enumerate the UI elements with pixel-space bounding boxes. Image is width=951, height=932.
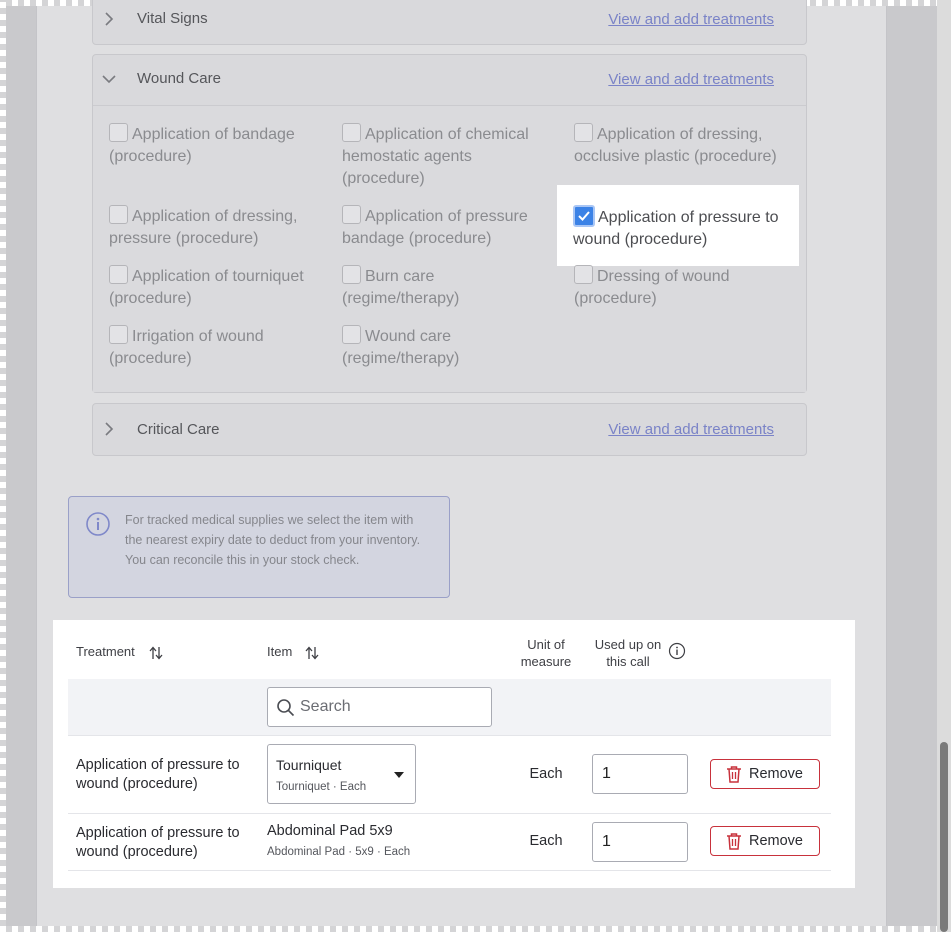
checkbox[interactable] — [574, 123, 593, 142]
sort-icon[interactable] — [304, 645, 320, 661]
torn-edge-bottom — [0, 926, 951, 932]
panel-vital-signs-header[interactable] — [93, 0, 806, 45]
divider — [68, 735, 831, 736]
treatments-table — [53, 620, 855, 888]
option-wound-care[interactable]: Wound care (regime/therapy) — [342, 325, 512, 370]
treatment-cell: Application of pressure to wound (procedure) — [76, 825, 240, 860]
option-application-of-bandage[interactable]: Application of bandage (procedure) — [109, 123, 329, 168]
trash-icon — [726, 832, 742, 850]
unit-cell: Each — [529, 833, 563, 849]
torn-edge-left — [0, 0, 6, 932]
option-tourniquet[interactable]: Application of tourniquet (procedure) — [109, 265, 329, 310]
checkbox-checked[interactable] — [573, 205, 595, 227]
option-dressing-occlusive-plastic[interactable]: Application of dressing, occlusive plastic (procedure) — [574, 123, 796, 168]
option-burn-care[interactable]: Burn care (regime/therapy) — [342, 265, 522, 310]
checkbox[interactable] — [109, 123, 128, 142]
checkbox[interactable] — [342, 265, 361, 284]
item-select-detail: Tourniquet · Each — [276, 781, 367, 793]
search-input[interactable] — [300, 695, 480, 719]
checkbox[interactable] — [109, 205, 128, 224]
view-add-treatments-link[interactable]: View and add treatments — [608, 421, 774, 438]
checkbox[interactable] — [109, 265, 128, 284]
quantity-input[interactable] — [592, 822, 688, 862]
panel-vital-signs — [92, 0, 807, 45]
divider — [68, 813, 831, 814]
panel-critical-care-header[interactable] — [93, 404, 806, 454]
column-header-treatment[interactable]: Treatment — [76, 644, 135, 659]
checkbox[interactable] — [574, 265, 593, 284]
option-dressing-of-wound[interactable]: Dressing of wound (procedure) — [574, 265, 764, 310]
sort-icon[interactable] — [148, 645, 164, 661]
scrollbar-thumb[interactable] — [940, 742, 948, 932]
item-name: Abdominal Pad 5x9 — [267, 823, 393, 839]
checkbox[interactable] — [109, 325, 128, 344]
view-add-treatments-link[interactable]: View and add treatments — [608, 11, 774, 28]
panel-title: Vital Signs — [137, 10, 208, 27]
remove-button[interactable]: Remove — [710, 826, 820, 856]
checkbox[interactable] — [342, 205, 361, 224]
check-icon — [577, 209, 591, 223]
search-icon — [276, 698, 296, 718]
chevron-down-icon[interactable] — [99, 69, 119, 89]
option-dressing-pressure[interactable]: Application of dressing, pressure (procedure) — [109, 205, 329, 250]
chevron-right-icon[interactable] — [99, 9, 119, 29]
caret-down-icon — [394, 772, 404, 778]
treatment-cell: Application of pressure to wound (procedure) — [76, 757, 240, 792]
info-icon[interactable] — [668, 642, 686, 660]
column-header-item[interactable]: Item — [267, 644, 293, 659]
panel-title: Wound Care — [137, 70, 221, 87]
option-irrigation-of-wound[interactable]: Irrigation of wound (procedure) — [109, 325, 309, 370]
column-header-used: Used up on this call — [594, 637, 662, 669]
view-add-treatments-link[interactable]: View and add treatments — [608, 71, 774, 88]
scrollbar[interactable] — [937, 0, 951, 932]
info-banner — [68, 496, 450, 598]
item-detail: Abdominal Pad · 5x9 · Each — [267, 846, 411, 858]
panel-title: Critical Care — [137, 421, 220, 438]
checkbox[interactable] — [342, 123, 361, 142]
item-select[interactable] — [267, 744, 416, 804]
info-text: For tracked medical supplies we select the item with the nearest expiry date to deduct from your inventory. You can reconcile this in your stock check. — [125, 513, 421, 567]
trash-icon — [726, 765, 742, 783]
checkbox[interactable] — [342, 325, 361, 344]
unit-cell: Each — [529, 766, 563, 782]
remove-button[interactable]: Remove — [710, 759, 820, 789]
item-select-value: Tourniquet — [276, 757, 342, 773]
quantity-input[interactable] — [592, 754, 688, 794]
column-header-unit: Unit of measure — [520, 637, 572, 669]
divider — [68, 870, 831, 871]
option-pressure-bandage[interactable]: Application of pressure bandage (procedure) — [342, 205, 552, 250]
search-field[interactable] — [267, 687, 492, 727]
panel-wound-care-header[interactable] — [93, 55, 806, 105]
panel-critical-care — [92, 403, 807, 456]
option-chemical-hemostatic-agents[interactable]: Application of chemical hemostatic agents (procedure) — [342, 123, 552, 190]
option-pressure-to-wound[interactable]: Application of pressure to wound (procedure) — [573, 205, 788, 251]
chevron-right-icon[interactable] — [99, 419, 119, 439]
info-icon — [85, 511, 111, 537]
